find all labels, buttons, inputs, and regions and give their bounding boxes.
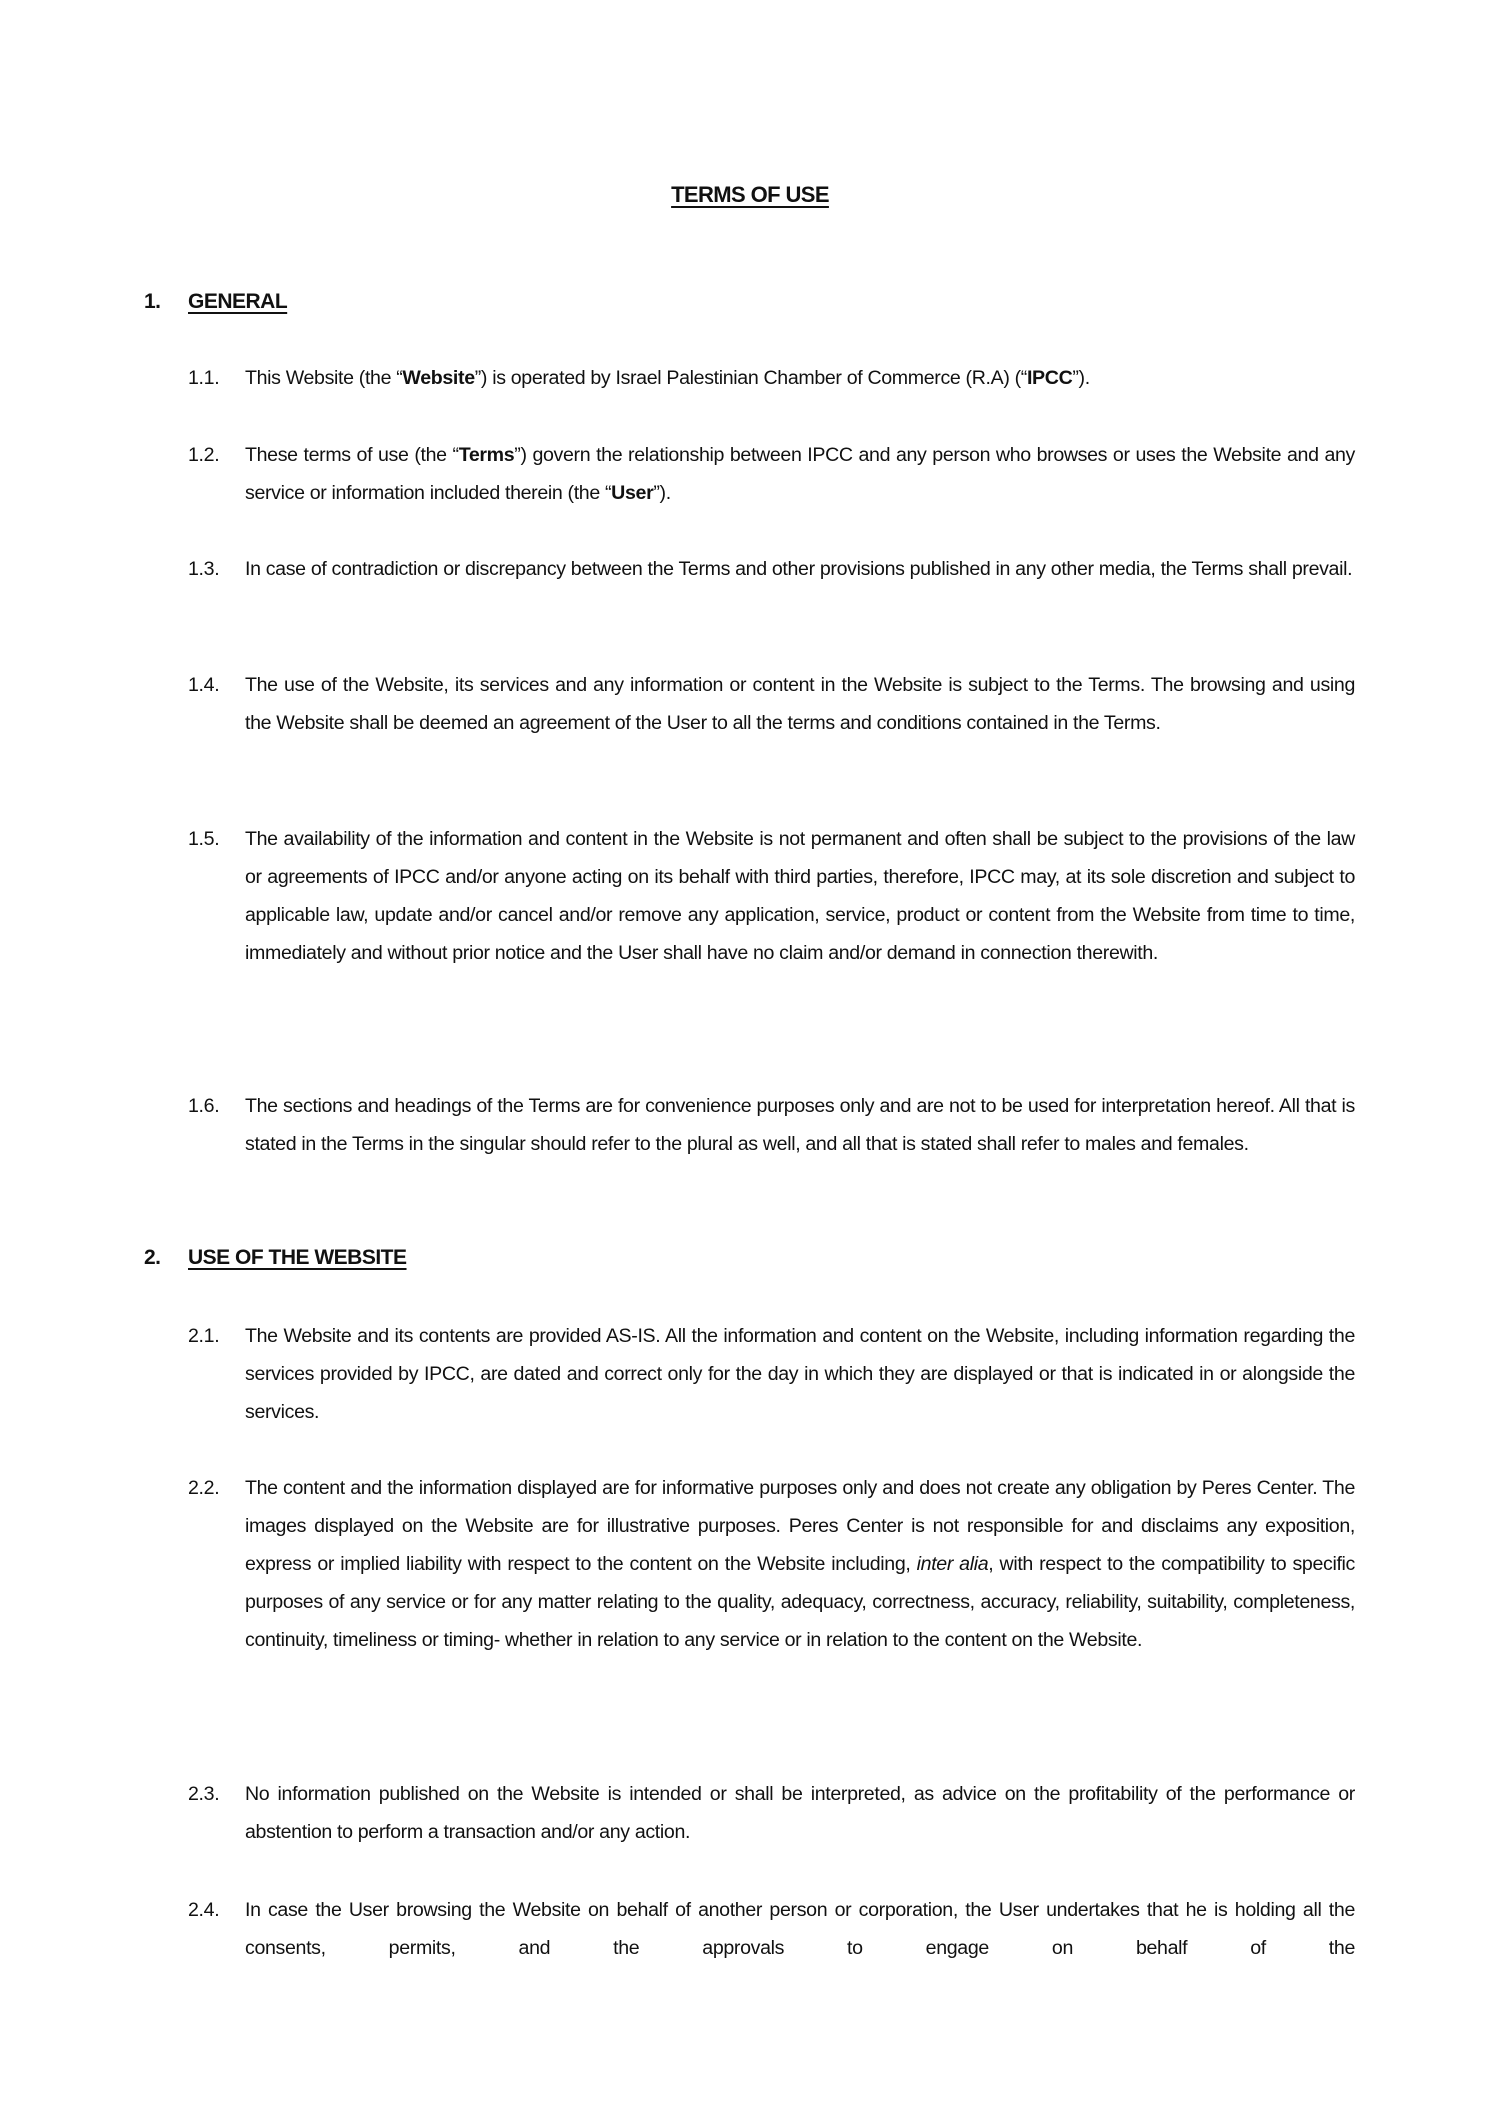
clause-number: 1.6. (188, 1095, 220, 1117)
defined-term-user: User (611, 482, 654, 504)
section-title: GENERAL (188, 290, 288, 313)
document-title: TERMS OF USE (671, 182, 829, 207)
clause-number: 2.4. (188, 1899, 220, 1921)
clause-number: 2.3. (188, 1783, 220, 1805)
clause-number: 1.3. (188, 558, 220, 580)
latin-term-inter-alia: inter alia (916, 1553, 989, 1575)
defined-term-terms: Terms (458, 444, 515, 466)
clause-number: 1.5. (188, 828, 220, 850)
clause-1-4 (188, 666, 1355, 742)
section-number: 1. (144, 290, 161, 313)
clause-text: The availability of the information and content in the Website is not permanent and often shall be subject to the provisions of the law or agreements of IPCC and/or anyone acting on its behalf with third parties, therefore, IPCC may, at its sole discretion and subject to applicable law, update and/or cancel and/or remove any application, service, product or content from the Website from time to time, immediately and without prior notice and the User shall have no claim and/or demand in connection therewith. (245, 828, 1355, 964)
section-heading-use-of-website (144, 1246, 407, 1270)
clause-2-3 (188, 1775, 1355, 1851)
clause-text: The sections and headings of the Terms are for convenience purposes only and are not to be used for interpretation hereof. All that is stated in the Terms in the singular should refer to the plural as well, and all that is stated shall refer to males and females. (245, 1095, 1355, 1155)
clause-1-5 (188, 820, 1355, 972)
clause-text: The content and the information displayed are for informative purposes only and does not create any obligation by Peres Center. The images displayed on the Website are for illustrative purposes. Peres Center is not responsible for and disclaims any exposition, express or implied liability with respect to the content on the Website including, inter alia, with respect to the compatibility to specific purposes of any service or for any matter relating to the quality, adequacy, correctness, accuracy, reliability, suitability, completeness, continuity, timeliness or timing- whether in relation to any service or in relation to the content on the Website. (245, 1477, 1355, 1651)
clause-number: 2.2. (188, 1477, 220, 1499)
clause-text: The use of the Website, its services and any information or content in the Website is subject to the Terms. The browsing and using the Website shall be deemed an agreement of the User to all the terms and conditions contained in the Terms. (245, 674, 1355, 734)
clause-text: In case of contradiction or discrepancy between the Terms and other provisions published in any other media, the Terms shall prevail. (245, 558, 1353, 580)
clause-number: 1.4. (188, 674, 220, 696)
clause-1-6 (188, 1087, 1355, 1163)
clause-1-2 (188, 436, 1355, 512)
defined-term-website: Website (402, 367, 475, 389)
clause-text: This Website (the “Website”) is operated by Israel Palestinian Chamber of Commerce (R.A) (“IPCC”). (245, 367, 1090, 389)
clause-text: The Website and its contents are provided AS-IS. All the information and content on the Website, including information regarding the services provided by IPCC, are dated and correct only for the day in which they are displayed or that is indicated in or alongside the services. (245, 1325, 1355, 1423)
defined-term-ipcc: IPCC (1026, 367, 1073, 389)
section-number: 2. (144, 1246, 161, 1269)
clause-number: 1.2. (188, 444, 220, 466)
section-title: USE OF THE WEBSITE (188, 1246, 407, 1269)
clause-2-2 (188, 1469, 1355, 1659)
clause-number: 2.1. (188, 1325, 220, 1347)
clause-2-1 (188, 1317, 1355, 1431)
clause-1-1 (188, 359, 1355, 397)
clause-number: 1.1. (188, 367, 220, 389)
clause-text: In case the User browsing the Website on behalf of another person or corporation, the User undertakes that he is holding all the consents, permits, and the approvals to engage on behalf of the (245, 1899, 1355, 1959)
clause-2-4 (188, 1891, 1355, 1967)
section-heading-general (144, 290, 287, 314)
clause-text: No information published on the Website is intended or shall be interpreted, as advice on the profitability of the performance or abstention to perform a transaction and/or any action. (245, 1783, 1355, 1843)
clause-text: These terms of use (the “Terms”) govern the relationship between IPCC and any person who browses or uses the Website and any service or information included therein (the “User”). (245, 444, 1355, 504)
clause-1-3 (188, 550, 1355, 588)
